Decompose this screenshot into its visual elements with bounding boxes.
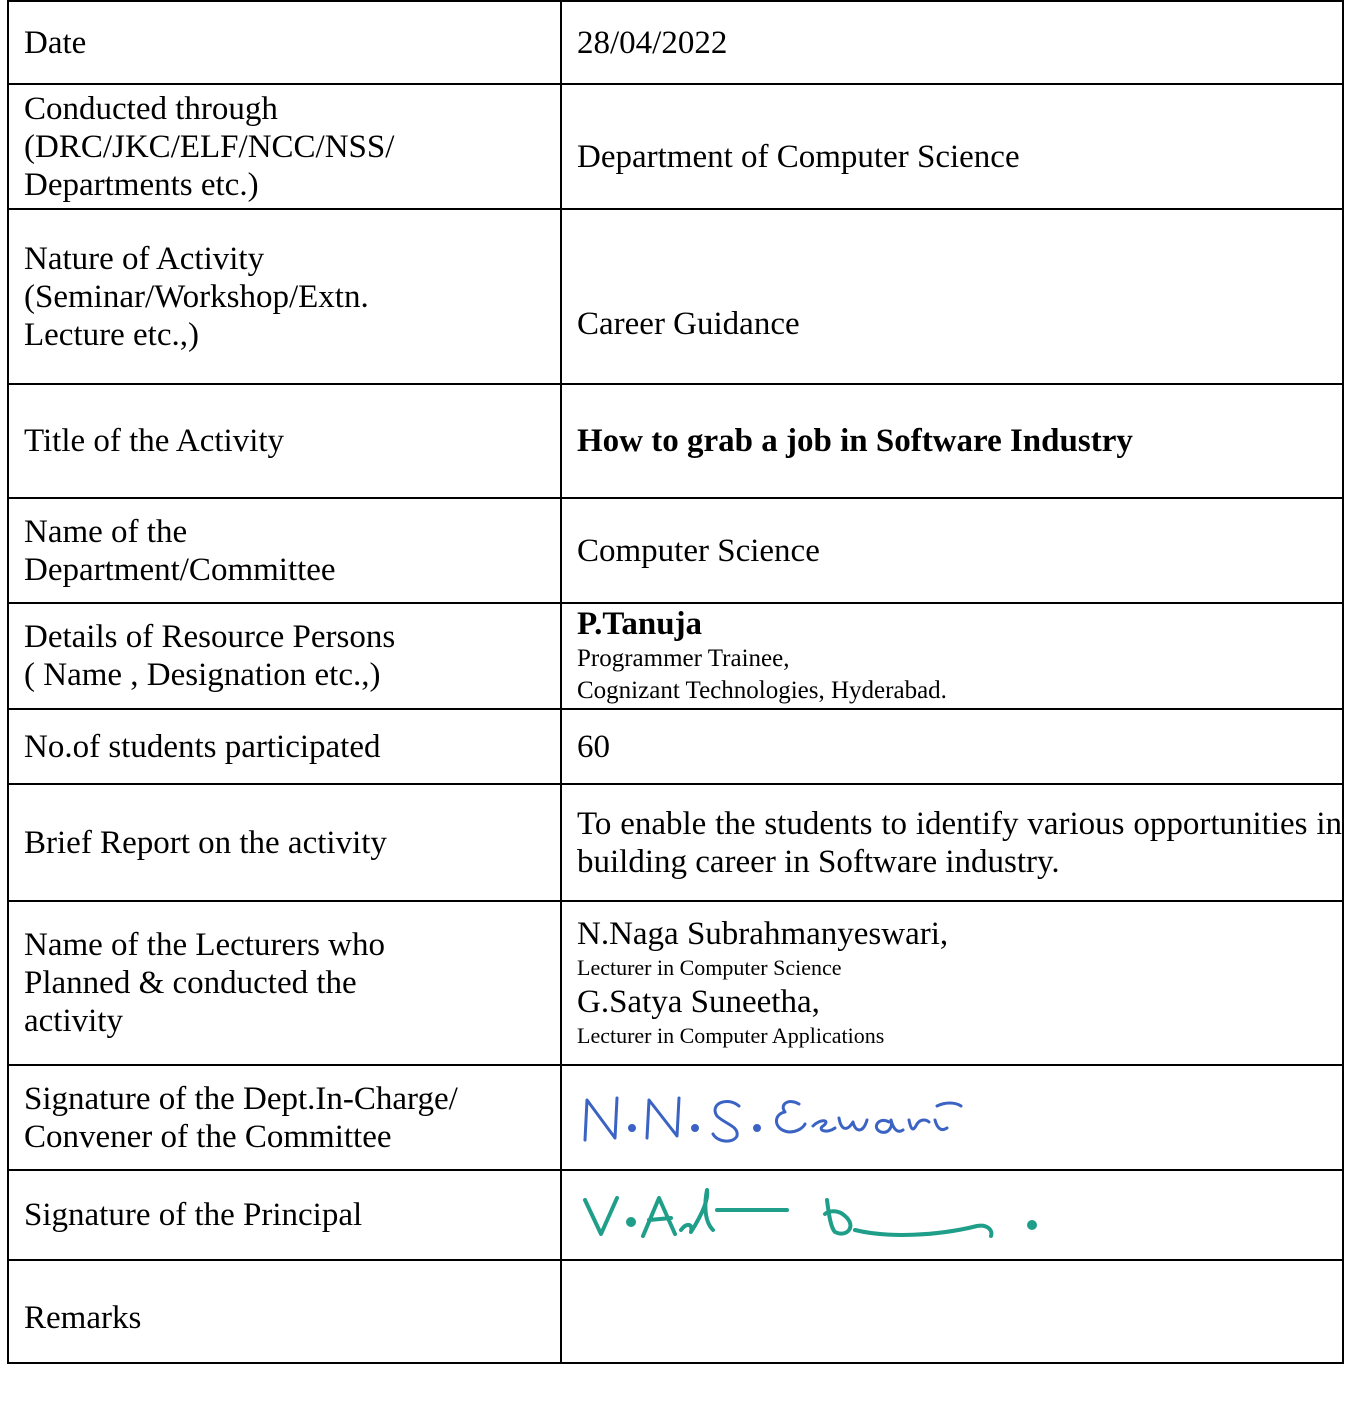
principal-signature-label: Signature of the Principal [8, 1170, 561, 1260]
row-students [8, 709, 1343, 784]
resource-designation: Programmer Trainee, [577, 645, 790, 672]
dept-signature-label-line: Signature of the Dept.In-Charge/ [24, 1080, 458, 1117]
nature-label-line: (Seminar/Workshop/Extn. [24, 278, 369, 315]
conducted-label-line: (DRC/JKC/ELF/NCC/NSS/ [24, 128, 395, 165]
nature-label-line: Lecture etc.,) [24, 316, 199, 353]
row-brief [8, 784, 1343, 901]
nature-value: Career Guidance [561, 209, 1343, 384]
lecturers-label [8, 901, 561, 1065]
resource-organization: Cognizant Technologies, Hyderabad. [577, 677, 947, 704]
lecturers-value [561, 901, 1343, 1065]
department-label-line: Department/Committee [24, 551, 336, 588]
row-lecturers [8, 901, 1343, 1065]
row-nature [8, 209, 1343, 384]
department-value: Computer Science [561, 498, 1343, 603]
dept-incharge-signature [577, 1078, 977, 1158]
dept-signature-cell [561, 1065, 1343, 1170]
conducted-label [8, 84, 561, 209]
row-conducted [8, 84, 1343, 209]
resource-label-line: Details of Resource Persons [24, 619, 396, 655]
row-remarks [8, 1260, 1343, 1363]
lecturer-name: G.Satya Suneetha, [577, 984, 820, 1020]
department-label-line: Name of the [24, 513, 188, 550]
conducted-label-line: Departments etc.) [24, 166, 259, 203]
lecturers-label-line: Name of the Lecturers who [24, 927, 386, 963]
nature-label [8, 209, 561, 384]
lecturers-label-line: activity [24, 1003, 123, 1039]
activity-report-table [7, 0, 1344, 1364]
date-value: 28/04/2022 [561, 1, 1343, 84]
row-date [8, 1, 1343, 84]
row-principal-signature [8, 1170, 1343, 1260]
students-value: 60 [561, 709, 1343, 784]
row-resource [8, 603, 1343, 709]
lecturers-label-line: Planned & conducted the [24, 965, 357, 1001]
lecturer-role: Lecturer in Computer Applications [577, 1023, 885, 1048]
remarks-label: Remarks [8, 1260, 561, 1363]
principal-signature [577, 1180, 1037, 1250]
resource-label-line: ( Name , Designation etc.,) [24, 657, 381, 693]
dept-signature-label-line: Convener of the Committee [24, 1118, 392, 1155]
row-dept-signature [8, 1065, 1343, 1170]
dept-signature-label [8, 1065, 561, 1170]
row-department [8, 498, 1343, 603]
row-title [8, 384, 1343, 498]
lecturer-role: Lecturer in Computer Science [577, 955, 842, 980]
nature-label-line: Nature of Activity [24, 240, 265, 277]
lecturer-name: N.Naga Subrahmanyeswari, [577, 916, 949, 952]
principal-signature-cell [561, 1170, 1343, 1260]
brief-value: To enable the students to identify various opportunities in building career in Software industry. [561, 784, 1343, 901]
resource-label [8, 603, 561, 709]
department-label [8, 498, 561, 603]
resource-value [561, 603, 1343, 709]
title-label: Title of the Activity [8, 384, 561, 498]
remarks-value [561, 1260, 1343, 1363]
conducted-value: Department of Computer Science [561, 84, 1343, 209]
title-value: How to grab a job in Software Industry [561, 384, 1343, 498]
brief-label: Brief Report on the activity [8, 784, 561, 901]
conducted-label-line: Conducted through [24, 90, 278, 127]
date-label: Date [8, 1, 561, 84]
resource-name: P.Tanuja [577, 606, 703, 642]
students-label: No.of students participated [8, 709, 561, 784]
